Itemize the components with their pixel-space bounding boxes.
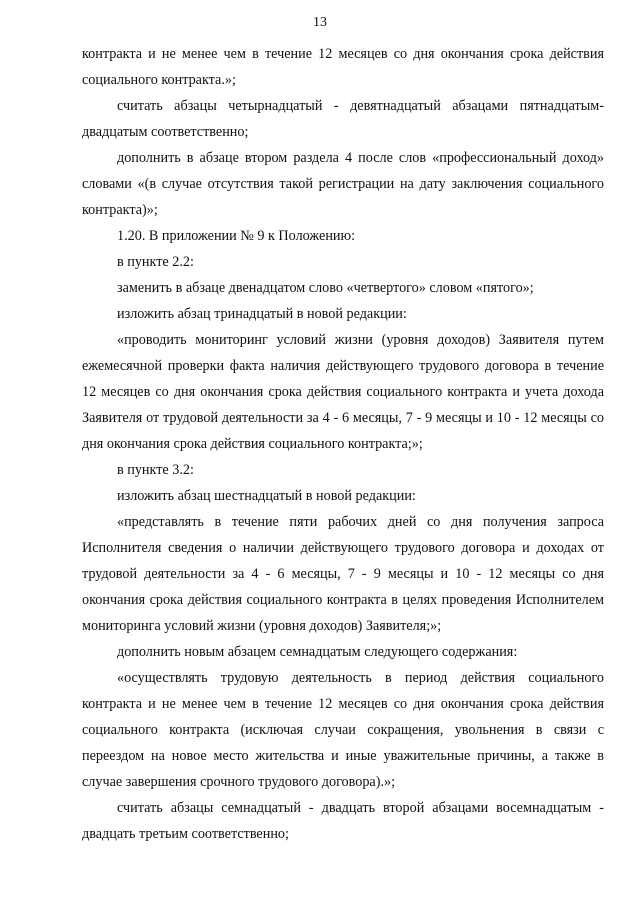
paragraph: изложить абзац тринадцатый в новой редакции:: [117, 306, 407, 322]
paragraph: 1.20. В приложении № 9 к Положению:: [117, 228, 356, 244]
paragraph: заменить в абзаце двенадцатом слово «четвертого» словом «пятого»;: [117, 280, 534, 296]
page-number: 13: [313, 15, 327, 30]
paragraph: в пункте 2.2:: [117, 254, 194, 270]
paragraph-continuation: контракта и не менее чем в течение 12 месяцев со дня окончания срока действия социального контракта.»;: [82, 46, 604, 88]
paragraph: в пункте 3.2:: [117, 462, 194, 478]
paragraph: считать абзацы четырнадцатый - девятнадцатый абзацами пятнадцатым-двадцатым соответственно;: [82, 98, 604, 140]
paragraph: дополнить новым абзацем семнадцатым следующего содержания:: [117, 644, 518, 660]
paragraph: считать абзацы семнадцатый - двадцать второй абзацами восемнадцатым - двадцать третьим соответственно;: [82, 800, 604, 842]
paragraph: дополнить в абзаце втором раздела 4 после слов «профессиональный доход» словами «(в случае отсутствия такой регистрации на дату заключения социального контракта)»;: [82, 150, 604, 218]
paragraph: изложить абзац шестнадцатый в новой редакции:: [117, 488, 416, 504]
paragraph: «осуществлять трудовую деятельность в период действия социального контракта и не менее чем в течение 12 месяцев со дня окончания срока действия социального контракта (исключая случаи сокращения, увольнения в связи с переездом на новое место жительства и иные уважительные причины, а также в случае завершения срочного трудового договора).»;: [82, 670, 604, 790]
paragraph: «представлять в течение пяти рабочих дней со дня получения запроса Исполнителя сведения о наличии действующего трудового договора и доходах от трудовой деятельности за 4 - 6 месяцы, 7 - 9 месяцы и 10 - 12 месяцы со дня окончания срока действия социального контракта в целях проведения Исполнителем мониторинга условий жизни (уровня доходов) Заявителя;»;: [82, 514, 604, 634]
document-body: [82, 41, 604, 847]
paragraph: «проводить мониторинг условий жизни (уровня доходов) Заявителя путем ежемесячной проверки факта наличия действующего трудового договора в течение 12 месяцев со дня окончания срока действия социального контракта и учета дохода Заявителя от трудовой деятельности за 4 - 6 месяцы, 7 - 9 месяцы и 10 - 12 месяцы со дня окончания срока действия социального контракта;»;: [82, 332, 604, 452]
